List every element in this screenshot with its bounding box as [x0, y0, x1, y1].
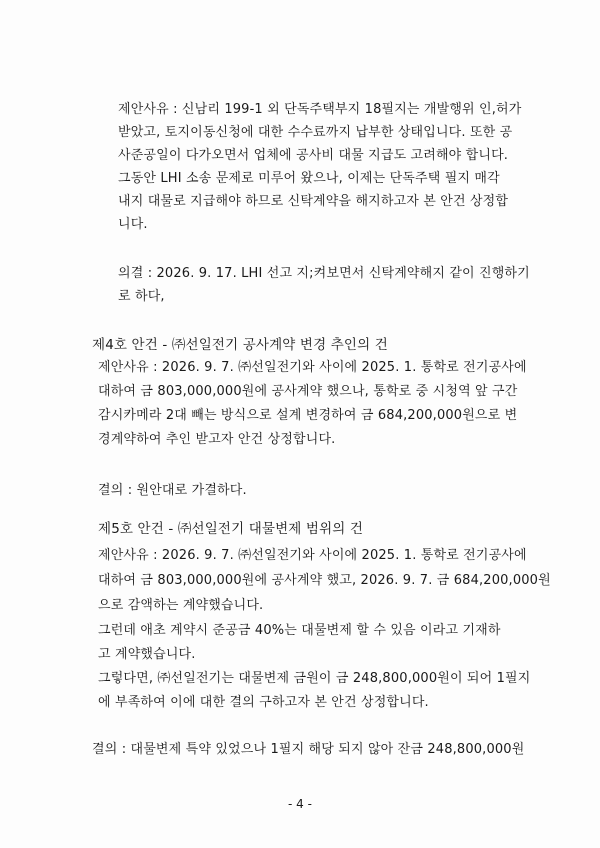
text-line: 대하여 금 803,000,000원에 공사계약 했고, 2026. 9. 7. 금 684,200,000원 — [98, 573, 551, 588]
page-number: - 4 - — [288, 797, 312, 811]
text-line: 사준공일이 다가오면서 업체에 공사비 대물 지급도 고려해야 합니다. — [118, 148, 509, 163]
agenda-heading-5: 제5호 안건 - ㈜선일전기 대물변제 범위의 건 — [98, 521, 364, 537]
resolution-line: 로 하다, — [118, 289, 165, 304]
text-line: 내지 대물로 지급해야 하므로 신탁계약을 해지하고자 본 안건 상정합 — [118, 194, 509, 209]
text-line: 그렇다면, ㈜선일전기는 대물변제 금원이 금 248,800,000원이 되어 1필지 — [98, 671, 531, 686]
text-line: 고 계약했습니다. — [98, 647, 196, 662]
text-line: 경계약하여 추인 받고자 안건 상정합니다. — [98, 432, 336, 447]
text-line: 제안사유 : 2026. 9. 7. ㈜선일전기와 사이에 2025. 1. 통학로 전기공사에 — [98, 360, 527, 375]
text-line: 그동안 LHI 소송 문제로 미루어 왔으나, 이제는 단독주택 필지 매각 — [118, 171, 500, 186]
agenda-heading-4: 제4호 안건 - ㈜선일전기 공사계약 변경 추인의 건 — [92, 337, 388, 353]
text-line: 감시카메라 2대 빼는 방식으로 설계 변경하여 금 684,200,000원으로 변 — [98, 408, 518, 423]
text-line: 대하여 금 803,000,000원에 공사계약 했으나, 통학로 중 시청역 앞 구간 — [98, 384, 518, 399]
resolution-line: 결의 : 원안대로 가결하다. — [98, 483, 247, 498]
text-line: 으로 감액하는 계약했습니다. — [98, 598, 264, 613]
text-line: 그런데 애초 계약시 준공금 40%는 대물변제 할 수 있음 이라고 기재하 — [98, 623, 501, 638]
text-line: 니다. — [118, 217, 148, 232]
resolution-line: 결의 : 대물변제 특약 있었으나 1필지 해당 되지 않아 잔금 248,800,000원 — [92, 742, 525, 757]
text-line: 에 부족하여 이에 대한 결의 구하고자 본 안건 상정합니다. — [98, 695, 429, 710]
text-line: 제안사유 : 2026. 9. 7. ㈜선일전기와 사이에 2025. 1. 통학로 전기공사에 — [98, 548, 527, 563]
text-line: 제안사유 : 신남리 199-1 외 단독주택부지 18필지는 개발행위 인,허가 — [118, 102, 522, 117]
text-line: 받았고, 토지이동신청에 대한 수수료까지 납부한 상태입니다. 또한 공 — [118, 125, 513, 140]
resolution-line: 의결 : 2026. 9. 17. LHI 선고 지;켜보면서 신탁계약해지 같이 진행하기 — [118, 266, 530, 281]
